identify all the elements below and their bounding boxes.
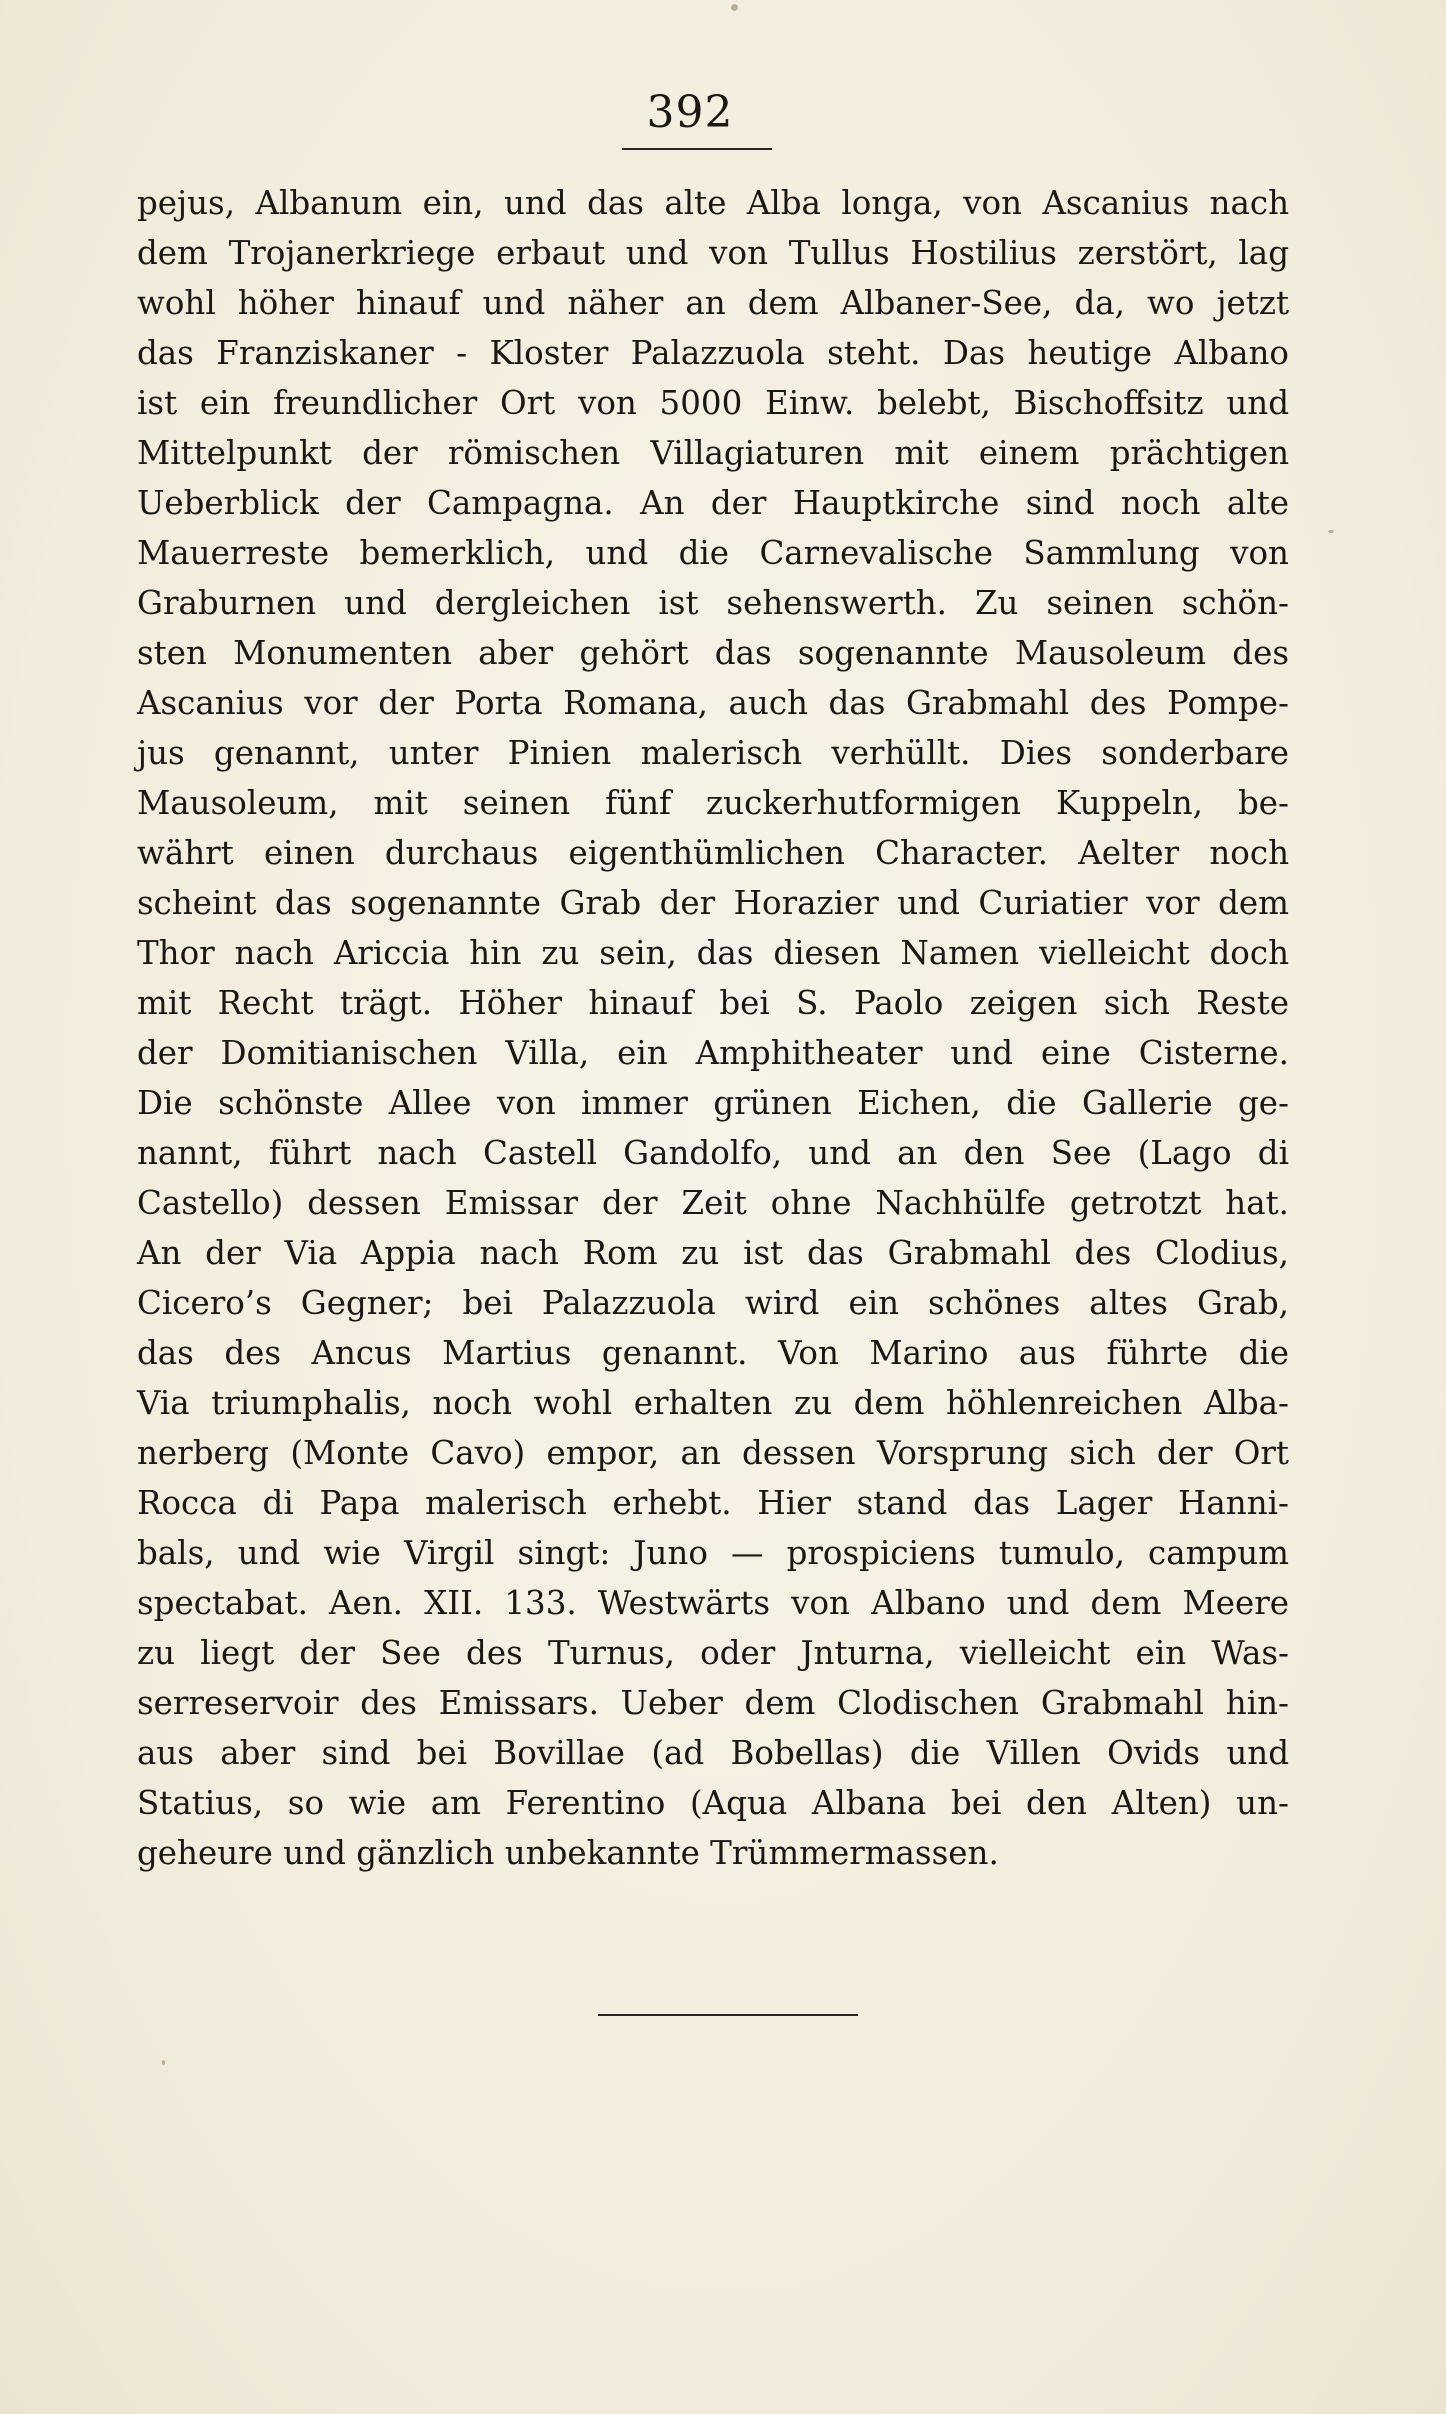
- text-line: Castello) dessen Emissar der Zeit ohne Nachhülfe getrotzt hat.: [137, 1184, 1289, 1222]
- text-line: Via triumphalis, noch wohl erhalten zu dem höhlenreichen Alba-: [137, 1384, 1289, 1422]
- paper-speck: [1328, 530, 1334, 533]
- text-line: Mausoleum, mit seinen fünf zuckerhutformigen Kuppeln, be-: [137, 784, 1289, 822]
- text-line: Mittelpunkt der römischen Villagiaturen mit einem prächtigen: [137, 434, 1289, 472]
- text-line: das Franziskaner - Kloster Palazzuola steht. Das heutige Albano: [137, 334, 1289, 372]
- text-line: dem Trojanerkriege erbaut und von Tullus Hostilius zerstört, lag: [137, 234, 1289, 272]
- text-line: sten Monumenten aber gehört das sogenannte Mausoleum des: [137, 634, 1289, 672]
- text-line: wohl höher hinauf und näher an dem Albaner-See, da, wo jetzt: [137, 284, 1289, 322]
- text-line: Die schönste Allee von immer grünen Eichen, die Gallerie ge-: [137, 1084, 1289, 1122]
- paper-speck: [162, 2060, 165, 2065]
- text-line: spectabat. Aen. XII. 133. Westwärts von Albano und dem Meere: [137, 1584, 1289, 1622]
- text-line: währt einen durchaus eigenthümlichen Character. Aelter noch: [137, 834, 1289, 872]
- text-line: pejus, Albanum ein, und das alte Alba longa, von Ascanius nach: [137, 184, 1289, 222]
- text-line: nannt, führt nach Castell Gandolfo, und an den See (Lago di: [137, 1134, 1289, 1172]
- text-line: Ueberblick der Campagna. An der Hauptkirche sind noch alte: [137, 484, 1289, 522]
- text-line: scheint das sogenannte Grab der Horazier und Curiatier vor dem: [137, 884, 1289, 922]
- text-line: Graburnen und dergleichen ist sehenswerth. Zu seinen schön-: [137, 584, 1289, 622]
- text-line: serreservoir des Emissars. Ueber dem Clodischen Grabmahl hin-: [137, 1684, 1289, 1722]
- text-line: jus genannt, unter Pinien malerisch verhüllt. Dies sonderbare: [137, 734, 1289, 772]
- text-line: zu liegt der See des Turnus, oder Jnturna, vielleicht ein Was-: [137, 1634, 1289, 1672]
- text-line: nerberg (Monte Cavo) empor, an dessen Vorsprung sich der Ort: [137, 1434, 1289, 1472]
- text-line: mit Recht trägt. Höher hinauf bei S. Paolo zeigen sich Reste: [137, 984, 1289, 1022]
- text-line: Statius, so wie am Ferentino (Aqua Albana bei den Alten) un-: [137, 1784, 1289, 1822]
- paper-speck: [731, 4, 738, 11]
- text-line: bals, und wie Virgil singt: Juno — prospiciens tumulo, campum: [137, 1534, 1289, 1572]
- text-line: aus aber sind bei Bovillae (ad Bobellas) die Villen Ovids und: [137, 1734, 1289, 1772]
- body-text: [137, 178, 1289, 1878]
- text-line: Cicero’s Gegner; bei Palazzuola wird ein schönes altes Grab,: [137, 1284, 1289, 1322]
- text-line: der Domitianischen Villa, ein Amphitheater und eine Cisterne.: [137, 1034, 1289, 1072]
- text-line: Thor nach Ariccia hin zu sein, das diesen Namen vielleicht doch: [137, 934, 1289, 972]
- text-line: An der Via Appia nach Rom zu ist das Grabmahl des Clodius,: [137, 1234, 1289, 1272]
- text-line: ist ein freundlicher Ort von 5000 Einw. belebt, Bischoffsitz und: [137, 384, 1289, 422]
- header-rule: [622, 148, 772, 150]
- text-line: das des Ancus Martius genannt. Von Marino aus führte die: [137, 1334, 1289, 1372]
- text-line: Rocca di Papa malerisch erhebt. Hier stand das Lager Hanni-: [137, 1484, 1289, 1522]
- footer-rule: [598, 2014, 858, 2016]
- text-line: Mauerreste bemerklich, und die Carnevalische Sammlung von: [137, 534, 1289, 572]
- text-line: Ascanius vor der Porta Romana, auch das Grabmahl des Pompe-: [137, 684, 1289, 722]
- text-line: geheure und gänzlich unbekannte Trümmermassen.: [137, 1834, 999, 1872]
- page-number: 392: [646, 87, 734, 138]
